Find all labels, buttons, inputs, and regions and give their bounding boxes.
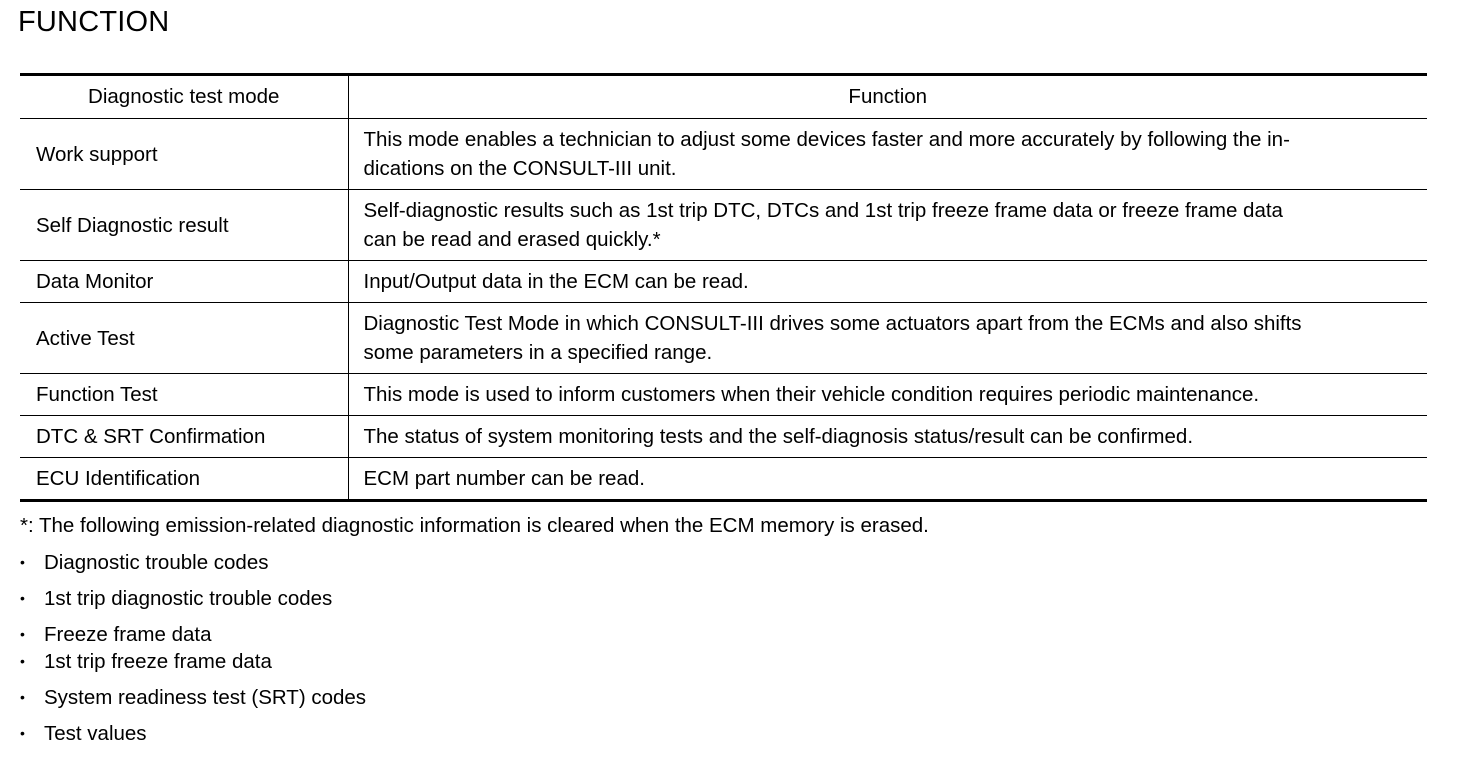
table-row-function-test bbox=[20, 374, 1427, 416]
table-row-dtc-srt-confirmation bbox=[20, 416, 1427, 458]
mode-cell: Data Monitor bbox=[20, 261, 348, 303]
function-cell bbox=[348, 261, 1427, 303]
column-header-function: Function bbox=[348, 75, 1427, 119]
function-line: ECM part number can be read. bbox=[363, 467, 645, 490]
function-cell bbox=[348, 374, 1427, 416]
function-line: can be read and erased quickly.* bbox=[363, 228, 661, 251]
table-row-active-test bbox=[20, 303, 1427, 374]
function-line: This mode enables a technician to adjust some devices faster and more accurately by following the in- bbox=[363, 128, 1290, 151]
function-line: Diagnostic Test Mode in which CONSULT-III drives some actuators apart from the ECMs and also shifts bbox=[363, 312, 1302, 335]
table-row-data-monitor bbox=[20, 261, 1427, 303]
bullet-icon: • bbox=[20, 725, 25, 741]
bullet-icon: • bbox=[20, 626, 25, 642]
function-cell bbox=[348, 190, 1427, 261]
function-line: The status of system monitoring tests and the self-diagnosis status/result can be confirmed. bbox=[363, 425, 1194, 448]
function-line: Input/Output data in the ECM can be read. bbox=[363, 270, 749, 293]
function-cell bbox=[348, 458, 1427, 501]
list-item bbox=[20, 621, 212, 648]
mode-cell: Self Diagnostic result bbox=[20, 190, 348, 261]
mode-cell: Work support bbox=[20, 119, 348, 190]
list-item bbox=[20, 684, 366, 711]
list-item-text: Diagnostic trouble codes bbox=[44, 551, 269, 574]
mode-cell: Function Test bbox=[20, 374, 348, 416]
list-item-text: 1st trip diagnostic trouble codes bbox=[44, 587, 333, 610]
table-header-row bbox=[20, 75, 1427, 119]
bullet-icon: • bbox=[20, 689, 25, 705]
column-header-mode: Diagnostic test mode bbox=[20, 75, 348, 119]
page-title: FUNCTION bbox=[18, 6, 170, 38]
bullet-icon: • bbox=[20, 554, 25, 570]
list-item-text: System readiness test (SRT) codes bbox=[44, 686, 367, 709]
bullet-icon: • bbox=[20, 653, 25, 669]
list-item-text: 1st trip freeze frame data bbox=[44, 650, 272, 673]
mode-cell: Active Test bbox=[20, 303, 348, 374]
table-row-self-diagnostic-result bbox=[20, 190, 1427, 261]
list-item bbox=[20, 648, 272, 675]
function-table bbox=[20, 73, 1427, 502]
list-item bbox=[20, 720, 147, 747]
table-row-ecu-identification bbox=[20, 458, 1427, 501]
list-item bbox=[20, 585, 332, 612]
list-item bbox=[20, 549, 269, 576]
function-line: Self-diagnostic results such as 1st trip DTC, DTCs and 1st trip freeze frame data or freeze frame data bbox=[363, 199, 1283, 222]
function-cell bbox=[348, 416, 1427, 458]
footnote: *: The following emission-related diagnostic information is cleared when the ECM memory is erased. bbox=[20, 514, 929, 537]
mode-cell: DTC & SRT Confirmation bbox=[20, 416, 348, 458]
bullet-icon: • bbox=[20, 590, 25, 606]
function-cell bbox=[348, 303, 1427, 374]
function-cell bbox=[348, 119, 1427, 190]
function-line: This mode is used to inform customers when their vehicle condition requires periodic maintenance. bbox=[363, 383, 1260, 406]
table-row-work-support bbox=[20, 119, 1427, 190]
function-line: dications on the CONSULT-III unit. bbox=[363, 157, 677, 180]
function-line: some parameters in a specified range. bbox=[363, 341, 713, 364]
list-item-text: Test values bbox=[44, 722, 147, 745]
list-item-text: Freeze frame data bbox=[44, 623, 212, 646]
mode-cell: ECU Identification bbox=[20, 458, 348, 501]
